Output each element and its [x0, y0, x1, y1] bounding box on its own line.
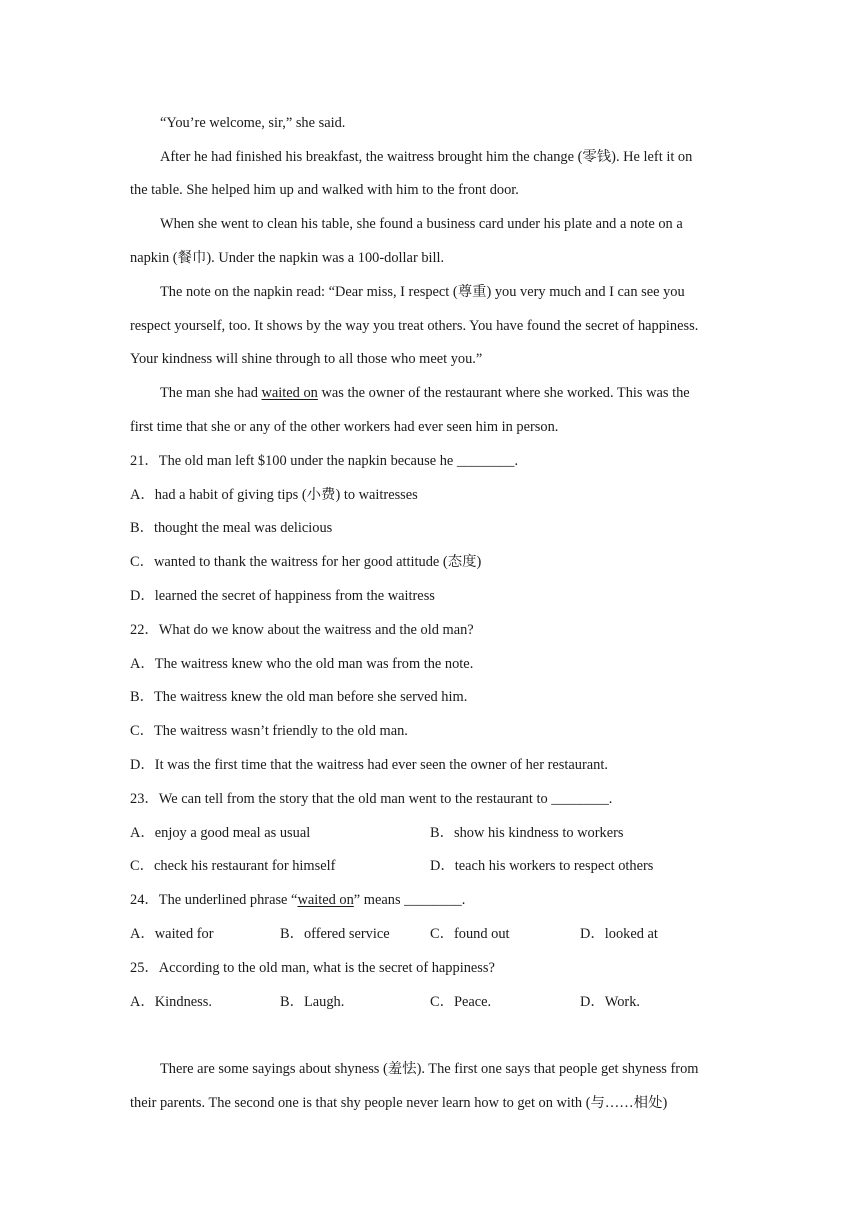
option-25-c: C．Peace. [430, 994, 492, 1010]
underlined-phrase: waited on [261, 385, 318, 401]
option-24-b: B．offered service [280, 926, 390, 942]
question-stem-25: 25．According to the old man, what is the secret of happiness? [130, 960, 495, 976]
option-23-a: A．enjoy a good meal as usual [130, 825, 311, 841]
paragraph-line: When she went to clean his table, she found a business card under his plate and a note on a [160, 216, 683, 232]
paragraph-line: “You’re welcome, sir,” she said. [160, 115, 346, 131]
option-25-b: B．Laugh. [280, 994, 345, 1010]
paragraph-line: There are some sayings about shyness (羞怯). The first one says that people get shyness from [160, 1061, 699, 1077]
text-run: The man she had [160, 385, 262, 401]
option-22-c: C．The waitress wasn’t friendly to the old man. [130, 723, 408, 739]
option-22-b: B．The waitress knew the old man before she served him. [130, 689, 468, 705]
question-stem-24 [130, 891, 465, 909]
text-run: 24．The underlined phrase “ [130, 892, 298, 908]
paragraph-line: After he had finished his breakfast, the waitress brought him the change (零钱). He left it on [160, 149, 693, 165]
paragraph-line: their parents. The second one is that shy people never learn how to get on with (与……相处) [130, 1095, 668, 1111]
option-23-d: D．teach his workers to respect others [430, 858, 654, 874]
option-22-d: D．It was the first time that the waitress had ever seen the owner of her restaurant. [130, 757, 608, 773]
option-21-d: D．learned the secret of happiness from the waitress [130, 588, 435, 604]
paragraph-line: respect yourself, too. It shows by the way you treat others. You have found the secret of happiness. [130, 318, 699, 334]
text-run: ” means ________. [353, 892, 466, 908]
question-stem-23: 23．We can tell from the story that the old man went to the restaurant to ________. [130, 791, 613, 807]
underlined-phrase: waited on [297, 892, 354, 908]
option-25-d: D．Work. [580, 994, 640, 1010]
option-22-a: A．The waitress knew who the old man was from the note. [130, 656, 474, 672]
option-24-d: D．looked at [580, 926, 658, 942]
option-24-c: C．found out [430, 926, 510, 942]
paragraph-line: The note on the napkin read: “Dear miss, I respect (尊重) you very much and I can see you [160, 284, 685, 300]
paragraph-line: first time that she or any of the other workers had ever seen him in person. [130, 419, 559, 435]
option-24-a: A．waited for [130, 926, 214, 942]
option-23-b: B．show his kindness to workers [430, 825, 624, 841]
paragraph-line: napkin (餐巾). Under the napkin was a 100-dollar bill. [130, 250, 445, 266]
text-run: was the owner of the restaurant where she worked. This was the [317, 385, 690, 401]
paragraph-line [160, 384, 690, 402]
paragraph-line: Your kindness will shine through to all those who meet you.” [130, 351, 483, 367]
option-25-a: A．Kindness. [130, 994, 212, 1010]
option-21-a: A．had a habit of giving tips (小费) to waitresses [130, 487, 418, 503]
option-21-b: B．thought the meal was delicious [130, 520, 333, 536]
option-23-c: C．check his restaurant for himself [130, 858, 336, 874]
question-stem-21: 21．The old man left $100 under the napkin because he ________. [130, 453, 519, 469]
option-21-c: C．wanted to thank the waitress for her good attitude (态度) [130, 554, 482, 570]
paragraph-line: the table. She helped him up and walked with him to the front door. [130, 182, 519, 198]
question-stem-22: 22．What do we know about the waitress and the old man? [130, 622, 474, 638]
